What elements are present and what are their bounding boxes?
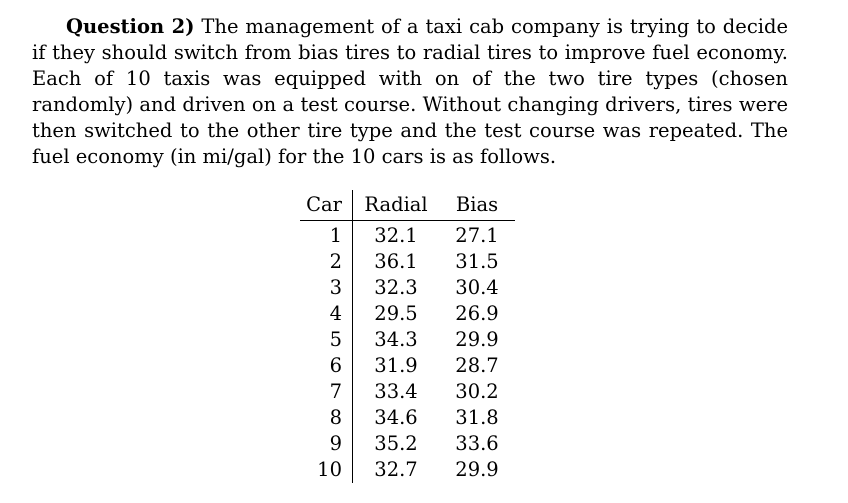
- cell-radial: 31.9: [374, 354, 418, 377]
- fuel-economy-table: [300, 190, 515, 483]
- cell-car: 9: [300, 431, 353, 457]
- header-bias: Bias: [439, 190, 515, 221]
- cell-bias: 28.7: [455, 354, 499, 377]
- question-label: Question 2): [66, 15, 195, 38]
- table-row: [300, 275, 515, 301]
- cell-radial: 29.5: [374, 302, 418, 325]
- cell-bias: 29.9: [455, 328, 499, 351]
- cell-bias: 27.1: [455, 224, 499, 247]
- table-row: [300, 327, 515, 353]
- table-header-row: [300, 190, 515, 221]
- fuel-economy-table-wrap: [300, 190, 515, 483]
- table-row: [300, 353, 515, 379]
- table-row: [300, 457, 515, 483]
- cell-radial: 32.1: [374, 224, 418, 247]
- cell-radial: 34.3: [374, 328, 418, 351]
- table-row: [300, 221, 515, 250]
- cell-bias: 31.8: [455, 406, 499, 429]
- table-row: [300, 301, 515, 327]
- cell-bias: 33.6: [455, 432, 499, 455]
- cell-radial: 33.4: [374, 380, 418, 403]
- cell-bias: 30.4: [455, 276, 499, 299]
- table-row: [300, 405, 515, 431]
- cell-car: 1: [300, 221, 353, 250]
- table-row: [300, 249, 515, 275]
- cell-car: 6: [300, 353, 353, 379]
- cell-car: 3: [300, 275, 353, 301]
- cell-radial: 34.6: [374, 406, 418, 429]
- cell-radial: 35.2: [374, 432, 418, 455]
- cell-radial: 36.1: [374, 250, 418, 273]
- cell-radial: 32.3: [374, 276, 418, 299]
- cell-car: 2: [300, 249, 353, 275]
- question-body: [32, 14, 788, 170]
- cell-car: 8: [300, 405, 353, 431]
- cell-bias: 29.9: [455, 458, 499, 481]
- header-car: Car: [300, 190, 353, 221]
- cell-car: 4: [300, 301, 353, 327]
- cell-bias: 30.2: [455, 380, 499, 403]
- cell-bias: 31.5: [455, 250, 499, 273]
- question-paragraph: [32, 14, 788, 170]
- cell-car: 10: [300, 457, 353, 483]
- header-radial: Radial: [353, 190, 440, 221]
- cell-radial: 32.7: [374, 458, 418, 481]
- cell-bias: 26.9: [455, 302, 499, 325]
- cell-car: 7: [300, 379, 353, 405]
- cell-car: 5: [300, 327, 353, 353]
- question-text: The management of a taxi cab company is trying to decide if they should switch from bias tires to radial tires to improve fuel economy. Each of 10 taxis was equipped with on of the two tire types (chosen randomly) and driven on a test course. Without changing drivers, tires were then switched to the other tire type and the test course was repeated. The fuel economy (in mi/gal) for the 10 cars is as follows.: [32, 15, 788, 168]
- table-row: [300, 431, 515, 457]
- table-row: [300, 379, 515, 405]
